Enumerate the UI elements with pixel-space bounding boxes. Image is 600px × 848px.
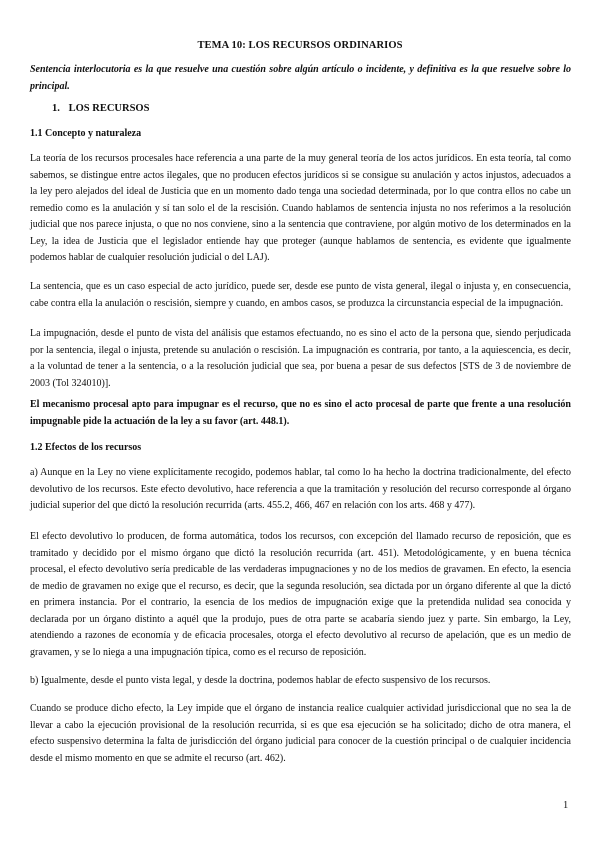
section-number: 1. (52, 103, 60, 114)
paragraph-efecto-suspensivo-detalle: Cuando se produce dicho efecto, la Ley impide que el órgano de instancia realice cualquier actividad jurisdiccional que no sea la de llevar a cabo la ejecución provisional de la resolución recurrida, si es que esa ejecución se ha solicitado; dicho de otra manera, el efecto suspensivo determina la falta de jurisdicción del órgano judicial para conocer de la cuestión principal o de cualquier incidencia desde el mismo momento en que se admite el recurso (art. 462). (30, 703, 571, 764)
paragraph-teoria: La teoría de los recursos procesales hace referencia a una parte de la muy general teoría de los actos jurídicos. En esta teoría, tal como sabemos, se distingue entre actos ilegales, que no producen efectos jurídicos si se consigue su anulación y actos injustos, adecuados a la ley pero alejados del ideal de Justicia que en un momento dado tenga una sociedad determinada, por lo que contra ellos no cabe un remedio como es la anulación y sí tan solo el de la rescisión. Cuando hablamos de sentencia injusta no nos referimos a la resolución judicial que nos parece injusta, o que no nos conviene, sino a la sentencia que contraviene, por algún motivo de los determinados en la Ley, la idea de Justicia que el legislador entiende hay que proteger (aunque hablamos de sentencia, es evidente que igualmente podemos hablar de cualquier resolución judicial o del LAJ). (30, 153, 571, 263)
paragraph-mecanismo: El mecanismo procesal apto para impugnar es el recurso, que no es sino el acto procesal de parte que frente a una resolución impugnable pide la actuación de la ley a su favor (art. 448.1). (30, 399, 571, 427)
paragraph-sentencia: La sentencia, que es un caso especial de acto jurídico, puede ser, desde ese punto de vista general, ilegal o injusta y, en consecuencia, cabe contra ella la anulación o rescisión, siempre y cuando, en ambos casos, se produzca la circunstancia especial de la impugnación. (30, 281, 571, 309)
lead-definition: Sentencia interlocutoria es la que resuelve una cuestión sobre algún artículo o incidente, y definitiva es la que resuelve sobre lo principal. (30, 64, 571, 92)
paragraph-impugnacion: La impugnación, desde el punto de vista del análisis que estamos efectuando, no es sino el acto de la persona que, siendo perjudicada por la sentencia, ilegal o injusta, pretende su anulación o rescisión. La impugnación es contraria, por tanto, a la aquiescencia, es decir, a la voluntad de tener a la sentencia, o a la resolución judicial que sea, por buena a pesar de sus defectos [STS de 3 de noviembre de 2003 (Tol 324010)]. (30, 328, 571, 389)
page-number: 1 (563, 800, 569, 811)
section-title: LOS RECURSOS (68, 103, 150, 114)
paragraph-efecto-devolutivo: a) Aunque en la Ley no viene explícitamente recogido, podemos hablar, tal como lo ha hecho la doctrina tradicionalmente, del efecto devolutivo de los recursos. Este efecto devolutivo, hace referencia a que la tramitación y resolución del recurso corresponde al órgano judicial superior del que dictó la resolución recurrida (arts. 455.2, 466, 467 en relación con los arts. 468 y 477). (30, 467, 571, 511)
section-heading (52, 101, 149, 118)
subsection-heading-concepto: 1.1 Concepto y naturaleza (30, 128, 142, 139)
paragraph-efecto-suspensivo: b) Igualmente, desde el punto vista legal, y desde la doctrina, podemos hablar de efecto suspensivo de los recursos. (30, 675, 491, 686)
page-title: TEMA 10: LOS RECURSOS ORDINARIOS (197, 40, 403, 51)
subsection-heading-efectos: 1.2 Efectos de los recursos (30, 442, 142, 453)
paragraph-efecto-devolutivo-detalle: El efecto devolutivo lo producen, de forma automática, todos los recursos, con excepción del llamado recurso de reposición, que es tramitado y decidido por el mismo órgano que dictó la resolución recurrida (art. 451). Metodológicamente, y en buena técnica procesal, el efecto devolutivo sería predicable de las verdaderas impugnaciones y no de los medios de gravamen. En efecto, la esencia de medio de gravamen no exige que el recurso, es decir, que la segunda resolución, sea dictada por un órgano diferente al que la dictó en primera instancia. Por el contrario, la esencia de los medios de impugnación exige que la pretendida nulidad sea conocida y declarada por un órgano distinto a aquél que la produjo, pues de otra parte se acabaría siendo juez y parte. Sin embargo, la Ley, atendiendo a razones de economía y de eficacia procesales, otorga el efecto devolutivo al recurso de apelación, que es un medio de gravamen, y se lo niega a una impugnación típica, como es el recurso de reposición. (30, 531, 571, 658)
